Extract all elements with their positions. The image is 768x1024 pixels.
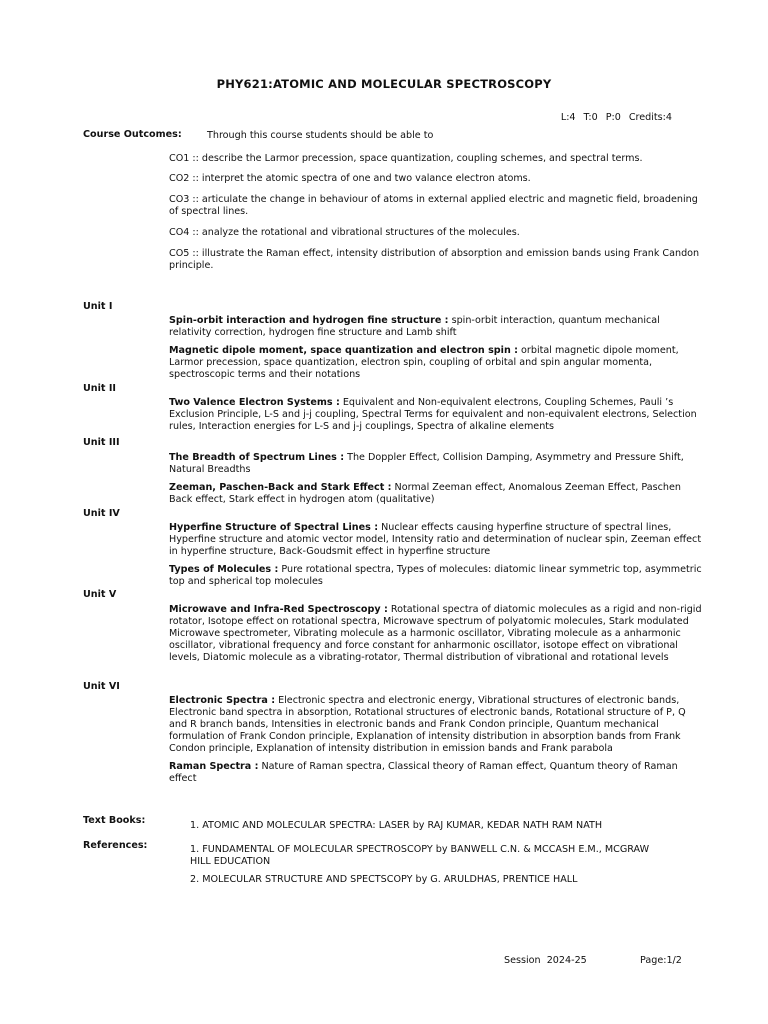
unit-1-label: Unit I bbox=[83, 301, 113, 312]
topic-text: Rotational spectra of diatomic molecules as a rigid and non-rigid rotator, Isotope effect on rotational spectra, Microwave spectrum of polyatomic molecules, Stark modulated Microwave spectrometer, Vibrating molecule as a harmonic oscillator, Vibrating molecule as a anharmonic oscillator, vibrational frequency and force constant for anharmonic oscillator, isotope effect on vibrational levels, Diatomic molecule as a vibrating-rotator, Thermal distribution of vibrational and rotational levels bbox=[169, 604, 702, 663]
topic-heading: Microwave and Infra-Red Spectroscopy : bbox=[169, 604, 388, 615]
topic-heading: Types of Molecules : bbox=[169, 564, 279, 575]
unit-3-body bbox=[169, 452, 704, 512]
topic-heading: Spin-orbit interaction and hydrogen fine structure : bbox=[169, 315, 449, 326]
course-outcomes-label: Course Outcomes: bbox=[83, 129, 182, 140]
course-outcomes-intro: Through this course students should be able to bbox=[207, 130, 434, 141]
unit-2-body bbox=[169, 397, 704, 439]
topic-heading: Two Valence Electron Systems : bbox=[169, 397, 340, 408]
topic-text: Electronic spectra and electronic energy, Vibrational structures of electronic bands, Electronic band spectra in absorption, Rotational structures of electronic bands, Rotational structure of P, Q and R branch bands, Intensities in electronic bands and Frank Condon principle, Quantum mechanical formulation of Frank Condon principle, Explanation of intensity distribution in absorption bands from Frank Condon principle, Explanation of intensity distribution in emission bands and Frank parabola bbox=[169, 695, 686, 754]
text-book-item: 1. ATOMIC AND MOLECULAR SPECTRA: LASER by RAJ KUMAR, KEDAR NATH RAM NATH bbox=[190, 820, 603, 831]
topic bbox=[169, 452, 704, 476]
unit-4-label: Unit IV bbox=[83, 508, 120, 519]
text-books-label: Text Books: bbox=[83, 815, 146, 826]
topic-text: Pure rotational spectra, Types of molecules: diatomic linear symmetric top, asymmetric top and spherical top molecules bbox=[169, 564, 702, 587]
topic-text: The Doppler Effect, Collision Damping, Asymmetry and Pressure Shift, Natural Breadths bbox=[169, 452, 684, 475]
topic-heading: Hyperfine Structure of Spectral Lines : bbox=[169, 522, 379, 533]
topic-text: spin-orbit interaction, quantum mechanical relativity correction, hydrogen fine structure and Lamb shift bbox=[169, 315, 660, 338]
practical-hours: P:0 bbox=[605, 112, 621, 123]
topic-text: Nature of Raman spectra, Classical theory of Raman effect, Quantum theory of Raman effect bbox=[169, 761, 678, 784]
course-outcome-3: CO3 :: articulate the change in behaviour of atoms in external applied electric and magnetic field, broadening of spectral lines. bbox=[169, 194, 698, 217]
topic bbox=[169, 695, 704, 755]
unit-6-label: Unit VI bbox=[83, 681, 120, 692]
course-outcome-2: CO2 :: interpret the atomic spectra of one and two valance electron atoms. bbox=[169, 173, 531, 184]
references-label: References: bbox=[83, 840, 148, 851]
topic-heading: Zeeman, Paschen-Back and Stark Effect : bbox=[169, 482, 392, 493]
course-outcome-4: CO4 :: analyze the rotational and vibrational structures of the molecules. bbox=[169, 227, 520, 238]
topic bbox=[169, 604, 704, 664]
topic bbox=[169, 315, 704, 339]
topic bbox=[169, 761, 704, 785]
page-number: Page:1/2 bbox=[640, 955, 682, 966]
credit-structure bbox=[547, 100, 672, 124]
reference-item: 2. MOLECULAR STRUCTURE AND SPECTSCOPY by G. ARULDHAS, PRENTICE HALL bbox=[190, 874, 578, 885]
unit-4-body bbox=[169, 522, 704, 594]
topic bbox=[169, 397, 704, 433]
topic-text: Nuclear effects causing hyperfine structure of spectral lines, Hyperfine structure and atomic vector model, Intensity ratio and determination of nuclear spin, Zeeman effect in hyperfine structure, Back-Goudsmit effect in hyperfine structure bbox=[169, 522, 702, 557]
topic bbox=[169, 522, 704, 558]
credits-value: Credits:4 bbox=[628, 112, 672, 123]
tutorial-hours: T:0 bbox=[583, 112, 598, 123]
session-label: Session 2024-25 bbox=[504, 955, 587, 966]
topic-text: Equivalent and Non-equivalent electrons, Coupling Schemes, Pauli ’s Exclusion Principle, L-S and j-j coupling, Spectral Terms for equivalent and non-equivalent electrons, Selection rules, Interaction energies for L-S and j-j couplings, Spectra of alkaline elements bbox=[169, 397, 697, 432]
unit-3-label: Unit III bbox=[83, 437, 120, 448]
topic-heading: Magnetic dipole moment, space quantization and electron spin : bbox=[169, 345, 518, 356]
topic-heading: Raman Spectra : bbox=[169, 761, 259, 772]
topic bbox=[169, 345, 704, 381]
reference-item: 1. FUNDAMENTAL OF MOLECULAR SPECTROSCOPY by BANWELL C.N. & MCCASH E.M., MCGRAW HILL EDUCATION bbox=[190, 844, 650, 867]
course-outcome-1: CO1 :: describe the Larmor precession, space quantization, coupling schemes, and spectral terms. bbox=[169, 153, 643, 164]
lecture-hours: L:4 bbox=[560, 112, 576, 123]
unit-5-label: Unit V bbox=[83, 589, 117, 600]
topic bbox=[169, 564, 704, 588]
unit-5-body bbox=[169, 604, 704, 670]
topic-heading: Electronic Spectra : bbox=[169, 695, 276, 706]
topic-heading: The Breadth of Spectrum Lines : bbox=[169, 452, 345, 463]
topic bbox=[169, 482, 704, 506]
topic-text: Normal Zeeman effect, Anomalous Zeeman Effect, Paschen Back effect, Stark effect in hydrogen atom (qualitative) bbox=[169, 482, 681, 505]
unit-6-body bbox=[169, 695, 704, 791]
topic-text: orbital magnetic dipole moment, Larmor precession, space quantization, electron spin, coupling of orbital and spin angular momenta, spectroscopic terms and their notations bbox=[169, 345, 679, 380]
unit-1-body bbox=[169, 315, 704, 387]
unit-2-label: Unit II bbox=[83, 383, 116, 394]
course-outcomes-list bbox=[169, 153, 701, 281]
page-title: PHY621:ATOMIC AND MOLECULAR SPECTROSCOPY bbox=[216, 77, 552, 91]
course-outcome-5: CO5 :: illustrate the Raman effect, intensity distribution of absorption and emission bands using Frank Candon principle. bbox=[169, 248, 700, 271]
